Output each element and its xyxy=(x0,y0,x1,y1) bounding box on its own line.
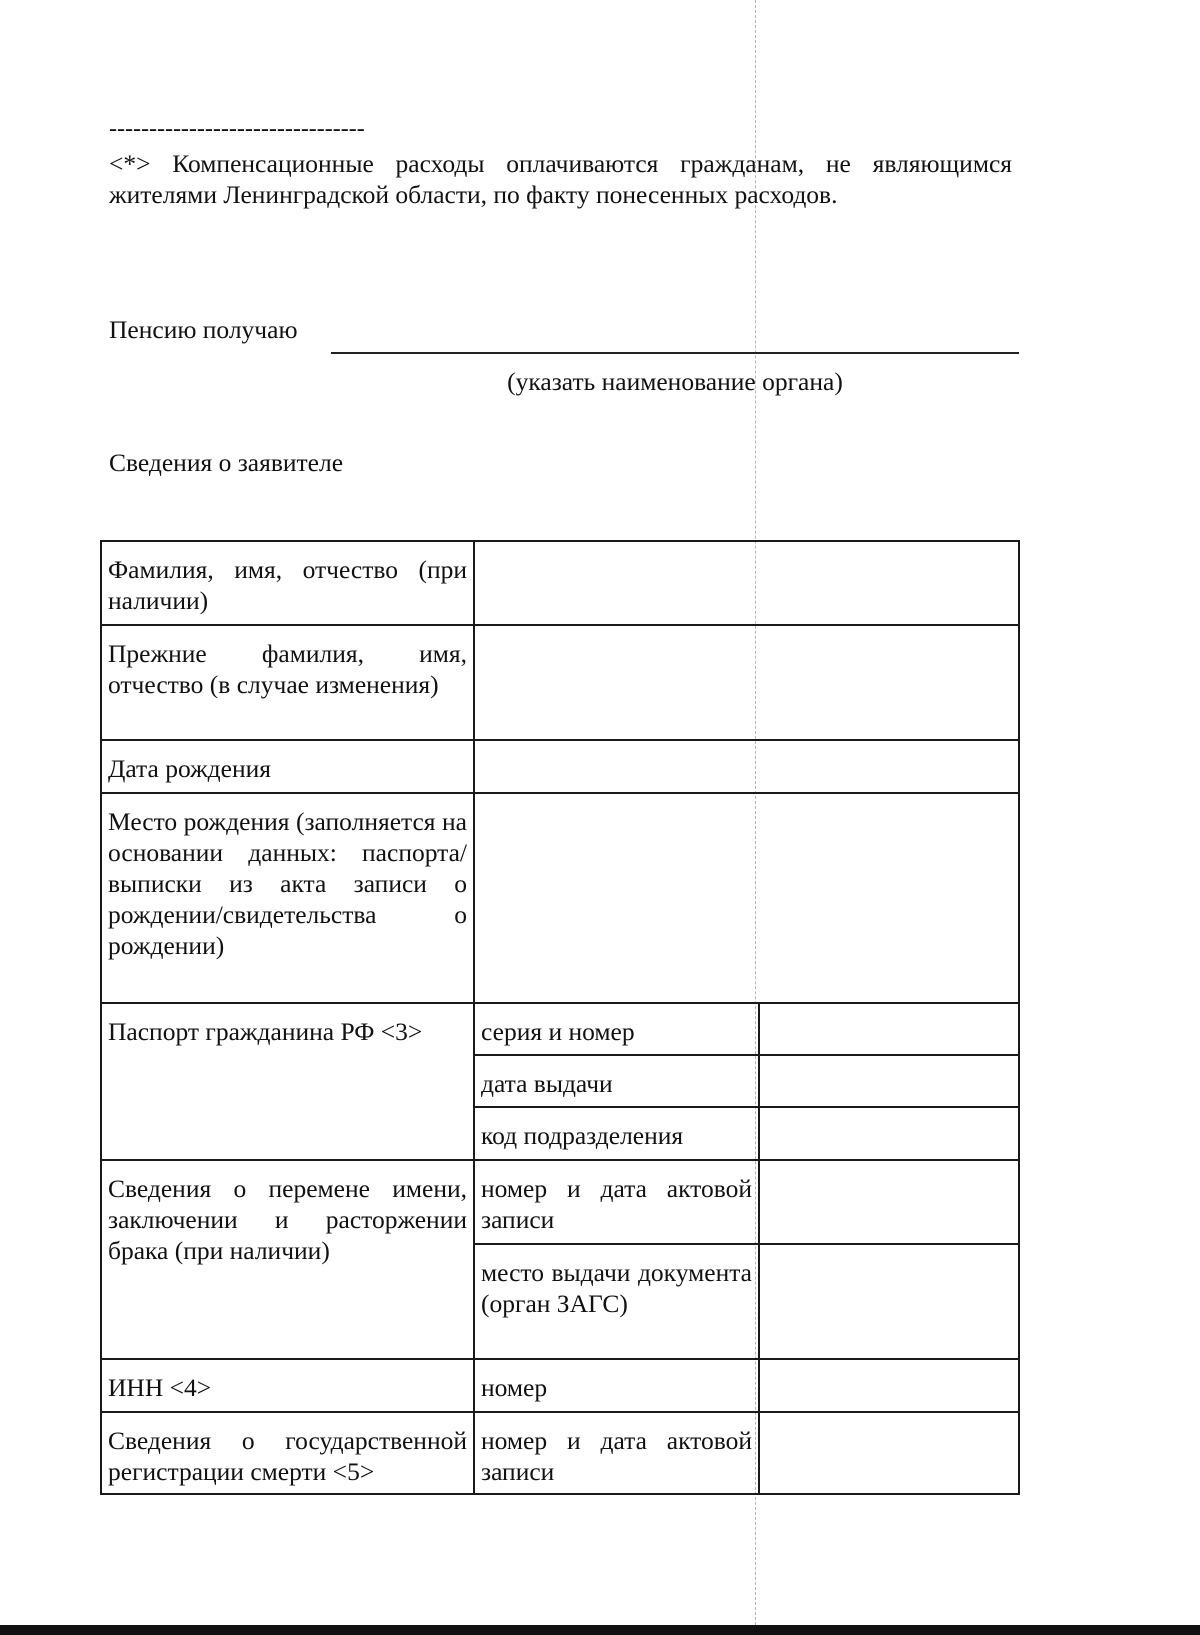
inn-number-label: номер xyxy=(474,1359,759,1412)
table-row xyxy=(101,1003,1019,1055)
prev-name-label: Прежние фамилия, имя, отчество (в случае изменения) xyxy=(101,625,474,740)
death-record-label: номер и дата актовой записи xyxy=(474,1412,759,1494)
birth-date-field[interactable] xyxy=(474,740,1019,793)
table-row xyxy=(101,793,1019,1003)
passport-date-field[interactable] xyxy=(759,1055,1019,1107)
marriage-place-label: место выдачи документа (орган ЗАГС) xyxy=(474,1244,759,1359)
full-name-label: Фамилия, имя, отчество (при наличии) xyxy=(101,541,474,625)
pension-input-line[interactable] xyxy=(331,352,1019,354)
footnote-separator: -------------------------------- xyxy=(109,116,365,142)
section-title: Сведения о заявителе xyxy=(109,448,344,477)
applicant-table xyxy=(100,540,1020,1495)
table-row xyxy=(101,1412,1019,1494)
passport-label: Паспорт гражданина РФ <3> xyxy=(101,1003,474,1160)
full-name-field[interactable] xyxy=(474,541,1019,625)
marriage-place-field[interactable] xyxy=(759,1244,1019,1359)
death-record-field[interactable] xyxy=(759,1412,1019,1494)
table-row xyxy=(101,1160,1019,1244)
prev-name-field[interactable] xyxy=(474,625,1019,740)
pension-label: Пенсию получаю xyxy=(109,315,298,344)
table-row xyxy=(101,1359,1019,1412)
marriage-record-label: номер и дата актовой записи xyxy=(474,1160,759,1244)
passport-series-field[interactable] xyxy=(759,1003,1019,1055)
marriage-label: Сведения о перемене имени, заключении и расторжении брака (при наличии) xyxy=(101,1160,474,1359)
passport-series-label: серия и номер xyxy=(474,1003,759,1055)
passport-code-label: код подразделения xyxy=(474,1107,759,1160)
pension-hint: (указать наименование органа) xyxy=(507,367,843,396)
marriage-record-field[interactable] xyxy=(759,1160,1019,1244)
footnote-text: <*> Компенсационные расходы оплачиваются гражданам, не являющимся жителями Ленинградской области, по факту понесенных расходов. xyxy=(109,149,1012,209)
scan-bottom-edge xyxy=(0,1625,1200,1635)
birth-place-field[interactable] xyxy=(474,793,1019,1003)
birth-place-label: Место рождения (заполняется на основании данных: паспорта/выписки из акта записи о рождении/свидетельства о рождении) xyxy=(101,793,474,1003)
table-row xyxy=(101,740,1019,793)
death-label: Сведения о государственной регистрации смерти <5> xyxy=(101,1412,474,1494)
table-row xyxy=(101,625,1019,740)
passport-date-label: дата выдачи xyxy=(474,1055,759,1107)
birth-date-label: Дата рождения xyxy=(101,740,474,793)
passport-code-field[interactable] xyxy=(759,1107,1019,1160)
inn-number-field[interactable] xyxy=(759,1359,1019,1412)
inn-label: ИНН <4> xyxy=(101,1359,474,1412)
table-row xyxy=(101,541,1019,625)
